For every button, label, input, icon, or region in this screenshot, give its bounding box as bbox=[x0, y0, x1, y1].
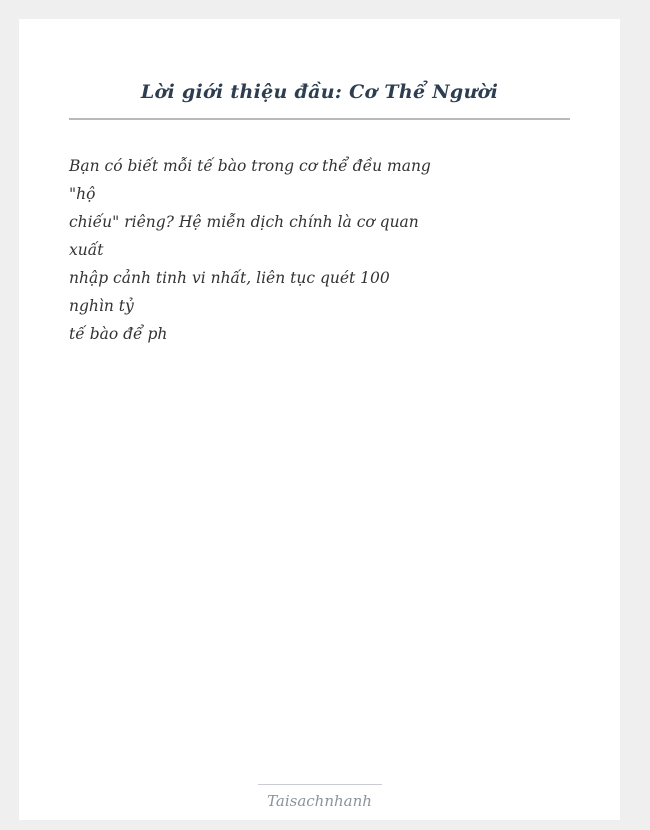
body-line: "hộ bbox=[69, 185, 96, 203]
footer-brand: Taisachnhanh bbox=[267, 792, 372, 810]
body-line: xuất bbox=[69, 241, 104, 259]
body-line: Bạn có biết mỗi tế bào trong cơ thể đều mang bbox=[69, 157, 431, 175]
body-text bbox=[69, 152, 570, 348]
page-title: Lời giới thiệu đầu: Cơ Thể Người bbox=[140, 81, 499, 103]
document-page bbox=[19, 19, 620, 820]
page-footer bbox=[69, 784, 570, 820]
footer-divider bbox=[258, 784, 382, 785]
body-line: tế bào để ph bbox=[69, 325, 168, 343]
body-line: chiếu" riêng? Hệ miễn dịch chính là cơ quan bbox=[69, 213, 419, 231]
body-line: nghìn tỷ bbox=[69, 297, 134, 315]
title-divider bbox=[69, 118, 570, 120]
body-line: nhập cảnh tinh vi nhất, liên tục quét 100 bbox=[69, 269, 390, 287]
